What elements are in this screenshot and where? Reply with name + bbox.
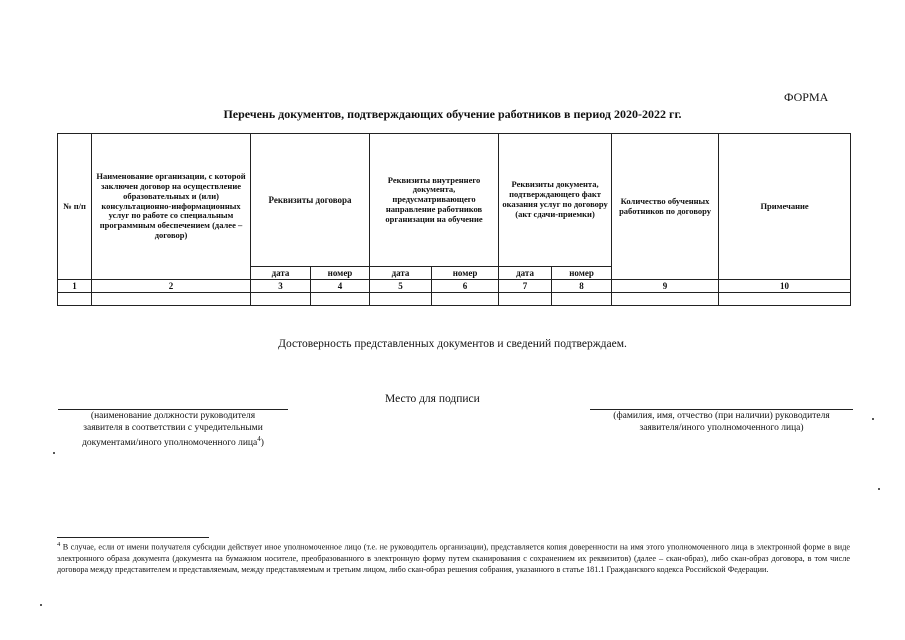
column-number: 4 <box>311 280 370 293</box>
footnote-separator <box>57 537 209 538</box>
column-number: 7 <box>499 280 552 293</box>
signature-right-block <box>590 409 853 435</box>
table-cell[interactable] <box>552 293 612 306</box>
table-cell[interactable] <box>432 293 499 306</box>
table-cell[interactable] <box>251 293 311 306</box>
column-number: 8 <box>552 280 612 293</box>
footnote-text: В случае, если от имени получателя субсидии действует иное уполномоченное лицо (т.е. не руководитель организации), представляется копия доверенности на имя этого уполномоченного лица в электронной форме в виде электронного образа документа (документа на бумажном носителе, преобразованного в электронную форму путем сканирования с сохранением их реквизитов) (далее – скан-образ), либо скан-образ договора, в том числе договора между представителем и представляемым, между представляемым и третьим лицом, либо скан-образ решения собрания, указанного в статье 181.1 Гражданского кодекса Российской Федерации. <box>57 542 850 574</box>
table-row <box>58 293 851 306</box>
header-note: Примечание <box>719 134 851 280</box>
confirmation-text: Достоверность представленных документов и сведений подтверждаем. <box>278 338 627 350</box>
documents-table <box>57 133 851 306</box>
subheader-internal-date: дата <box>370 267 432 280</box>
header-internal-document: Реквизиты внутреннего документа, предусматривающего направление работников организации на обучение <box>370 134 499 267</box>
column-number: 6 <box>432 280 499 293</box>
form-label: ФОРМА <box>784 90 829 104</box>
subheader-contract-number: номер <box>311 267 370 280</box>
table-cell[interactable] <box>92 293 251 306</box>
subheader-act-date: дата <box>499 267 552 280</box>
signature-right-caption-2: заявителя/иного уполномоченного лица) <box>639 423 804 434</box>
footnote-ref: 4 <box>257 434 261 443</box>
table-cell[interactable] <box>311 293 370 306</box>
signature-left-caption-3: документами/иного уполномоченного лица$^4$) <box>82 434 264 448</box>
table-cell[interactable] <box>612 293 719 306</box>
column-number: 2 <box>92 280 251 293</box>
subheader-internal-number: номер <box>432 267 499 280</box>
column-numbers-row <box>58 280 851 293</box>
footnote-mark: 4 <box>57 541 61 548</box>
document-title: Перечень документов, подтверждающих обучение работников в период 2020-2022 гг. <box>223 107 682 121</box>
header-contract: Реквизиты договора <box>251 134 370 267</box>
table-cell[interactable] <box>58 293 92 306</box>
table-cell[interactable] <box>719 293 851 306</box>
table-cell[interactable] <box>499 293 552 306</box>
signature-left-caption-1: (наименование должности руководителя <box>90 411 256 421</box>
subheader-act-number: номер <box>552 267 612 280</box>
header-trained-count: Количество обученных работников по договору <box>612 134 719 280</box>
scan-speck <box>40 604 42 606</box>
signature-left-caption-2: заявителя в соответствии с учредительными <box>83 423 263 434</box>
footnote <box>57 541 850 575</box>
signature-right-caption-1: (фамилия, имя, отчество (при наличии) руководителя <box>613 411 830 421</box>
signature-place: Место для подписи <box>385 393 480 405</box>
column-number: 10 <box>719 280 851 293</box>
column-number: 9 <box>612 280 719 293</box>
signature-left-block <box>58 409 288 449</box>
header-no: № п/п <box>58 134 92 280</box>
scan-speck <box>878 488 880 490</box>
header-organization: Наименование организации, с которой заключен договор на осуществление образовательных и (или) консультационно-информационных услуг по работе со специальным программным обеспечением (далее – договор) <box>92 134 251 280</box>
table-cell[interactable] <box>370 293 432 306</box>
column-number: 1 <box>58 280 92 293</box>
column-number: 5 <box>370 280 432 293</box>
scan-speck <box>53 452 55 454</box>
subheader-contract-date: дата <box>251 267 311 280</box>
column-number: 3 <box>251 280 311 293</box>
header-act-document: Реквизиты документа, подтверждающего факт оказания услуг по договору (акт сдачи-приемки) <box>499 134 612 267</box>
scan-speck <box>872 418 874 420</box>
